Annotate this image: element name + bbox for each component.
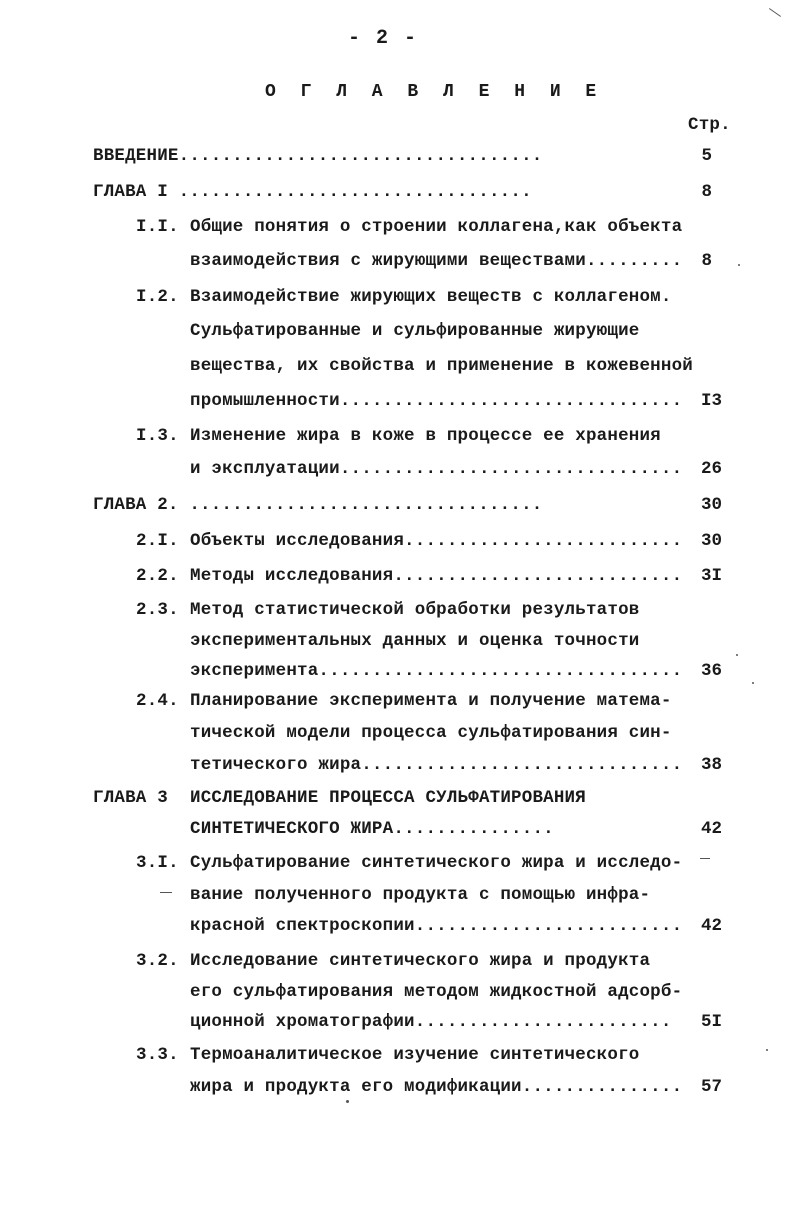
toc-line: экспериментальных данных и оценка точности: [190, 631, 640, 651]
toc-page-number: 38: [700, 755, 722, 775]
toc-line: Методы исследования...........................: [190, 566, 683, 586]
toc-line: взаимодействия с жирующими веществами.........: [190, 251, 683, 271]
toc-page-number: 30: [700, 495, 722, 515]
toc-section-label: I.I.: [136, 217, 179, 237]
page-number: - 2 -: [348, 27, 419, 50]
toc-line: Термоаналитическое изучение синтетического: [190, 1045, 640, 1065]
toc-section-label: 3.3.: [136, 1045, 179, 1065]
toc-line: ИССЛЕДОВАНИЕ ПРОЦЕССА СУЛЬФАТИРОВАНИЯ: [190, 788, 586, 808]
toc-page-number: 36: [700, 661, 722, 681]
scan-artifact: [736, 654, 738, 656]
scan-artifact: [752, 682, 754, 684]
toc-line: Исследование синтетического жира и продукта: [190, 951, 651, 971]
toc-page-number: 3I: [700, 566, 722, 586]
toc-line: Сульфатированные и сульфированные жирующие: [190, 321, 640, 341]
toc-section-label: I.3.: [136, 426, 179, 446]
toc-section-label: 2.3.: [136, 600, 179, 620]
toc-section-label: 2.2.: [136, 566, 179, 586]
toc-line: Метод статистической обработки результатов: [190, 600, 640, 620]
toc-line: и эксплуатации................................: [190, 459, 683, 479]
toc-line: тической модели процесса сульфатирования син-: [190, 723, 672, 743]
toc-line: вание полученного продукта с помощью инфра-: [190, 885, 651, 905]
toc-line: эксперимента..................................: [190, 661, 683, 681]
scan-artifact: [766, 1049, 768, 1051]
toc-section-label: I.2.: [136, 287, 179, 307]
toc-section-label: 2.4.: [136, 691, 179, 711]
toc-line: красной спектроскопии.........................: [190, 916, 683, 936]
toc-page-number: 57: [700, 1077, 722, 1097]
toc-page-number: I3: [700, 391, 722, 411]
toc-line: промышленности................................: [190, 391, 683, 411]
scan-artifact: [738, 264, 740, 266]
scan-artifact: [769, 8, 781, 17]
toc-title: О Г Л А В Л Е Н И Е: [265, 82, 604, 102]
toc-line: его сульфатирования методом жидкостной адсорб-: [190, 982, 683, 1002]
toc-section-label: 2.I.: [136, 531, 179, 551]
scan-artifact: [700, 858, 710, 859]
toc-page-number: 8: [701, 251, 712, 271]
toc-page-number: 42: [700, 916, 722, 936]
toc-line: Сульфатирование синтетического жира и исследо-: [190, 853, 683, 873]
toc-page-number: 5: [701, 146, 712, 166]
toc-line: СИНТЕТИЧЕСКОГО ЖИРА...............: [190, 819, 554, 839]
toc-line: ционной хроматографии........................: [190, 1012, 672, 1032]
toc-line: Взаимодействие жирующих веществ с коллагеном.: [190, 287, 672, 307]
scan-artifact: [346, 1100, 349, 1103]
page-column-header: Стр.: [688, 115, 731, 135]
toc-section-label: 3.2.: [136, 951, 179, 971]
toc-line: ГЛАВА 2. .................................: [93, 495, 543, 515]
toc-page-number: 5I: [700, 1012, 722, 1032]
toc-line: тетического жира..............................: [190, 755, 683, 775]
toc-page-number: 42: [700, 819, 722, 839]
toc-page-number: 26: [700, 459, 722, 479]
toc-line: Планирование эксперимента и получение матема-: [190, 691, 672, 711]
toc-section-label: 3.I.: [136, 853, 179, 873]
toc-line: Общие понятия о строении коллагена,как объекта: [190, 217, 683, 237]
toc-section-label: ГЛАВА 3: [93, 788, 168, 808]
toc-line: жира и продукта его модификации...............: [190, 1077, 683, 1097]
toc-page-number: 30: [700, 531, 722, 551]
toc-page-number: 8: [701, 182, 712, 202]
toc-line: ГЛАВА I .................................: [93, 182, 532, 202]
toc-line: Объекты исследования..........................: [190, 531, 683, 551]
toc-line: ВВЕДЕНИЕ..................................: [93, 146, 543, 166]
toc-line: Изменение жира в коже в процессе ее хранения: [190, 426, 661, 446]
scan-artifact: [160, 892, 172, 893]
toc-line: вещества, их свойства и применение в кожевенной: [190, 356, 693, 376]
